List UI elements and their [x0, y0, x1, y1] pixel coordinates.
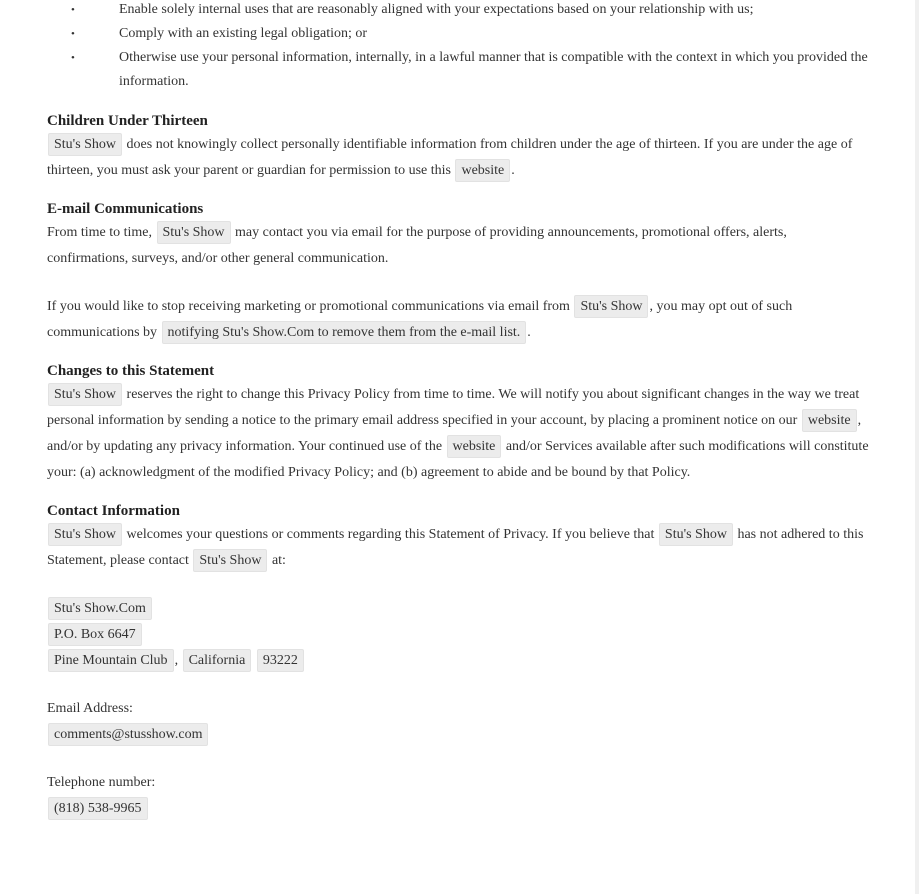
company-name-field: Stu's Show	[574, 295, 648, 318]
usage-bullet-list	[47, 0, 871, 94]
address-zip-field: 93222	[257, 649, 304, 672]
address-box-field: P.O. Box 6647	[48, 623, 142, 646]
children-section	[47, 110, 871, 184]
opt-out-method-field: notifying Stu's Show.Com to remove them from the e-mail list.	[162, 321, 527, 344]
company-name-field: Stu's Show	[48, 133, 122, 156]
bullet-text: Enable solely internal uses that are reasonably aligned with your expectations based on your relationship with us;	[119, 2, 754, 17]
bullet-icon: •	[71, 52, 75, 64]
company-name-field: Stu's Show	[193, 549, 267, 572]
bullet-text: Comply with an existing legal obligation; or	[119, 26, 368, 41]
scrollbar[interactable]	[915, 0, 919, 894]
email-communications-section	[47, 198, 871, 346]
email-paragraph-2: If you would like to stop receiving marketing or promotional communications via email from Stu's Show , you may opt out of such communications by notifying Stu's Show.Com to remove them from the e-mail list. .	[47, 294, 871, 346]
phone-contact	[47, 770, 871, 822]
company-name-field: Stu's Show	[659, 523, 733, 546]
email-address-field: comments@stusshow.com	[48, 723, 208, 746]
children-paragraph: Stu's Show does not knowingly collect personally identifiable information from children under the age of thirteen. If you are under the age of thirteen, you must ask your parent or guardian for permission to use this website .	[47, 132, 871, 184]
website-field: website	[447, 435, 502, 458]
phone-number-field: (818) 538-9965	[48, 797, 148, 820]
company-name-field: Stu's Show	[157, 221, 231, 244]
address-name-field: Stu's Show.Com	[48, 597, 152, 620]
address-city-field: Pine Mountain Club	[48, 649, 174, 672]
changes-section	[47, 360, 871, 486]
bullet-icon: •	[71, 4, 75, 16]
contact-section	[47, 500, 871, 822]
bullet-icon: •	[71, 28, 75, 40]
list-item	[47, 46, 871, 94]
website-field: website	[455, 159, 510, 182]
address-state-field: California	[183, 649, 252, 672]
list-item	[47, 22, 871, 46]
mailing-address: Stu's Show.Com P.O. Box 6647 Pine Mountain Club , California 93222	[47, 596, 871, 674]
email-paragraph-1: From time to time, Stu's Show may contact you via email for the purpose of providing announcements, promotional offers, alerts, confirmations, surveys, and/or other general communication.	[47, 220, 871, 272]
bullet-text: Otherwise use your personal information, internally, in a lawful manner that is compatible with the context in which you provided the information.	[119, 50, 868, 89]
company-name-field: Stu's Show	[48, 383, 122, 406]
section-heading: Contact Information	[47, 503, 180, 519]
phone-label: Telephone number:	[47, 775, 156, 790]
email-contact	[47, 696, 871, 748]
contact-paragraph: Stu's Show welcomes your questions or comments regarding this Statement of Privacy. If you believe that Stu's Show has not adhered to this Statement, please contact Stu's Show at:	[47, 522, 871, 574]
section-heading: Changes to this Statement	[47, 363, 215, 379]
section-heading: E-mail Communications	[47, 201, 204, 217]
company-name-field: Stu's Show	[48, 523, 122, 546]
website-field: website	[802, 409, 857, 432]
section-heading: Children Under Thirteen	[47, 113, 208, 129]
changes-paragraph: Stu's Show reserves the right to change this Privacy Policy from time to time. We will notify you about significant changes in the way we treat personal information by sending a notice to the primary email address specified in your account, by placing a prominent notice on our website , and/or by updating any privacy information. Your continued use of the website and/or Services available after such modifications will constitute your: (a) acknowledgment of the modified Privacy Policy; and (b) agreement to abide and be bound by that Policy.	[47, 382, 871, 486]
list-item	[47, 0, 871, 22]
privacy-policy-content	[47, 0, 871, 822]
email-label: Email Address:	[47, 701, 133, 716]
